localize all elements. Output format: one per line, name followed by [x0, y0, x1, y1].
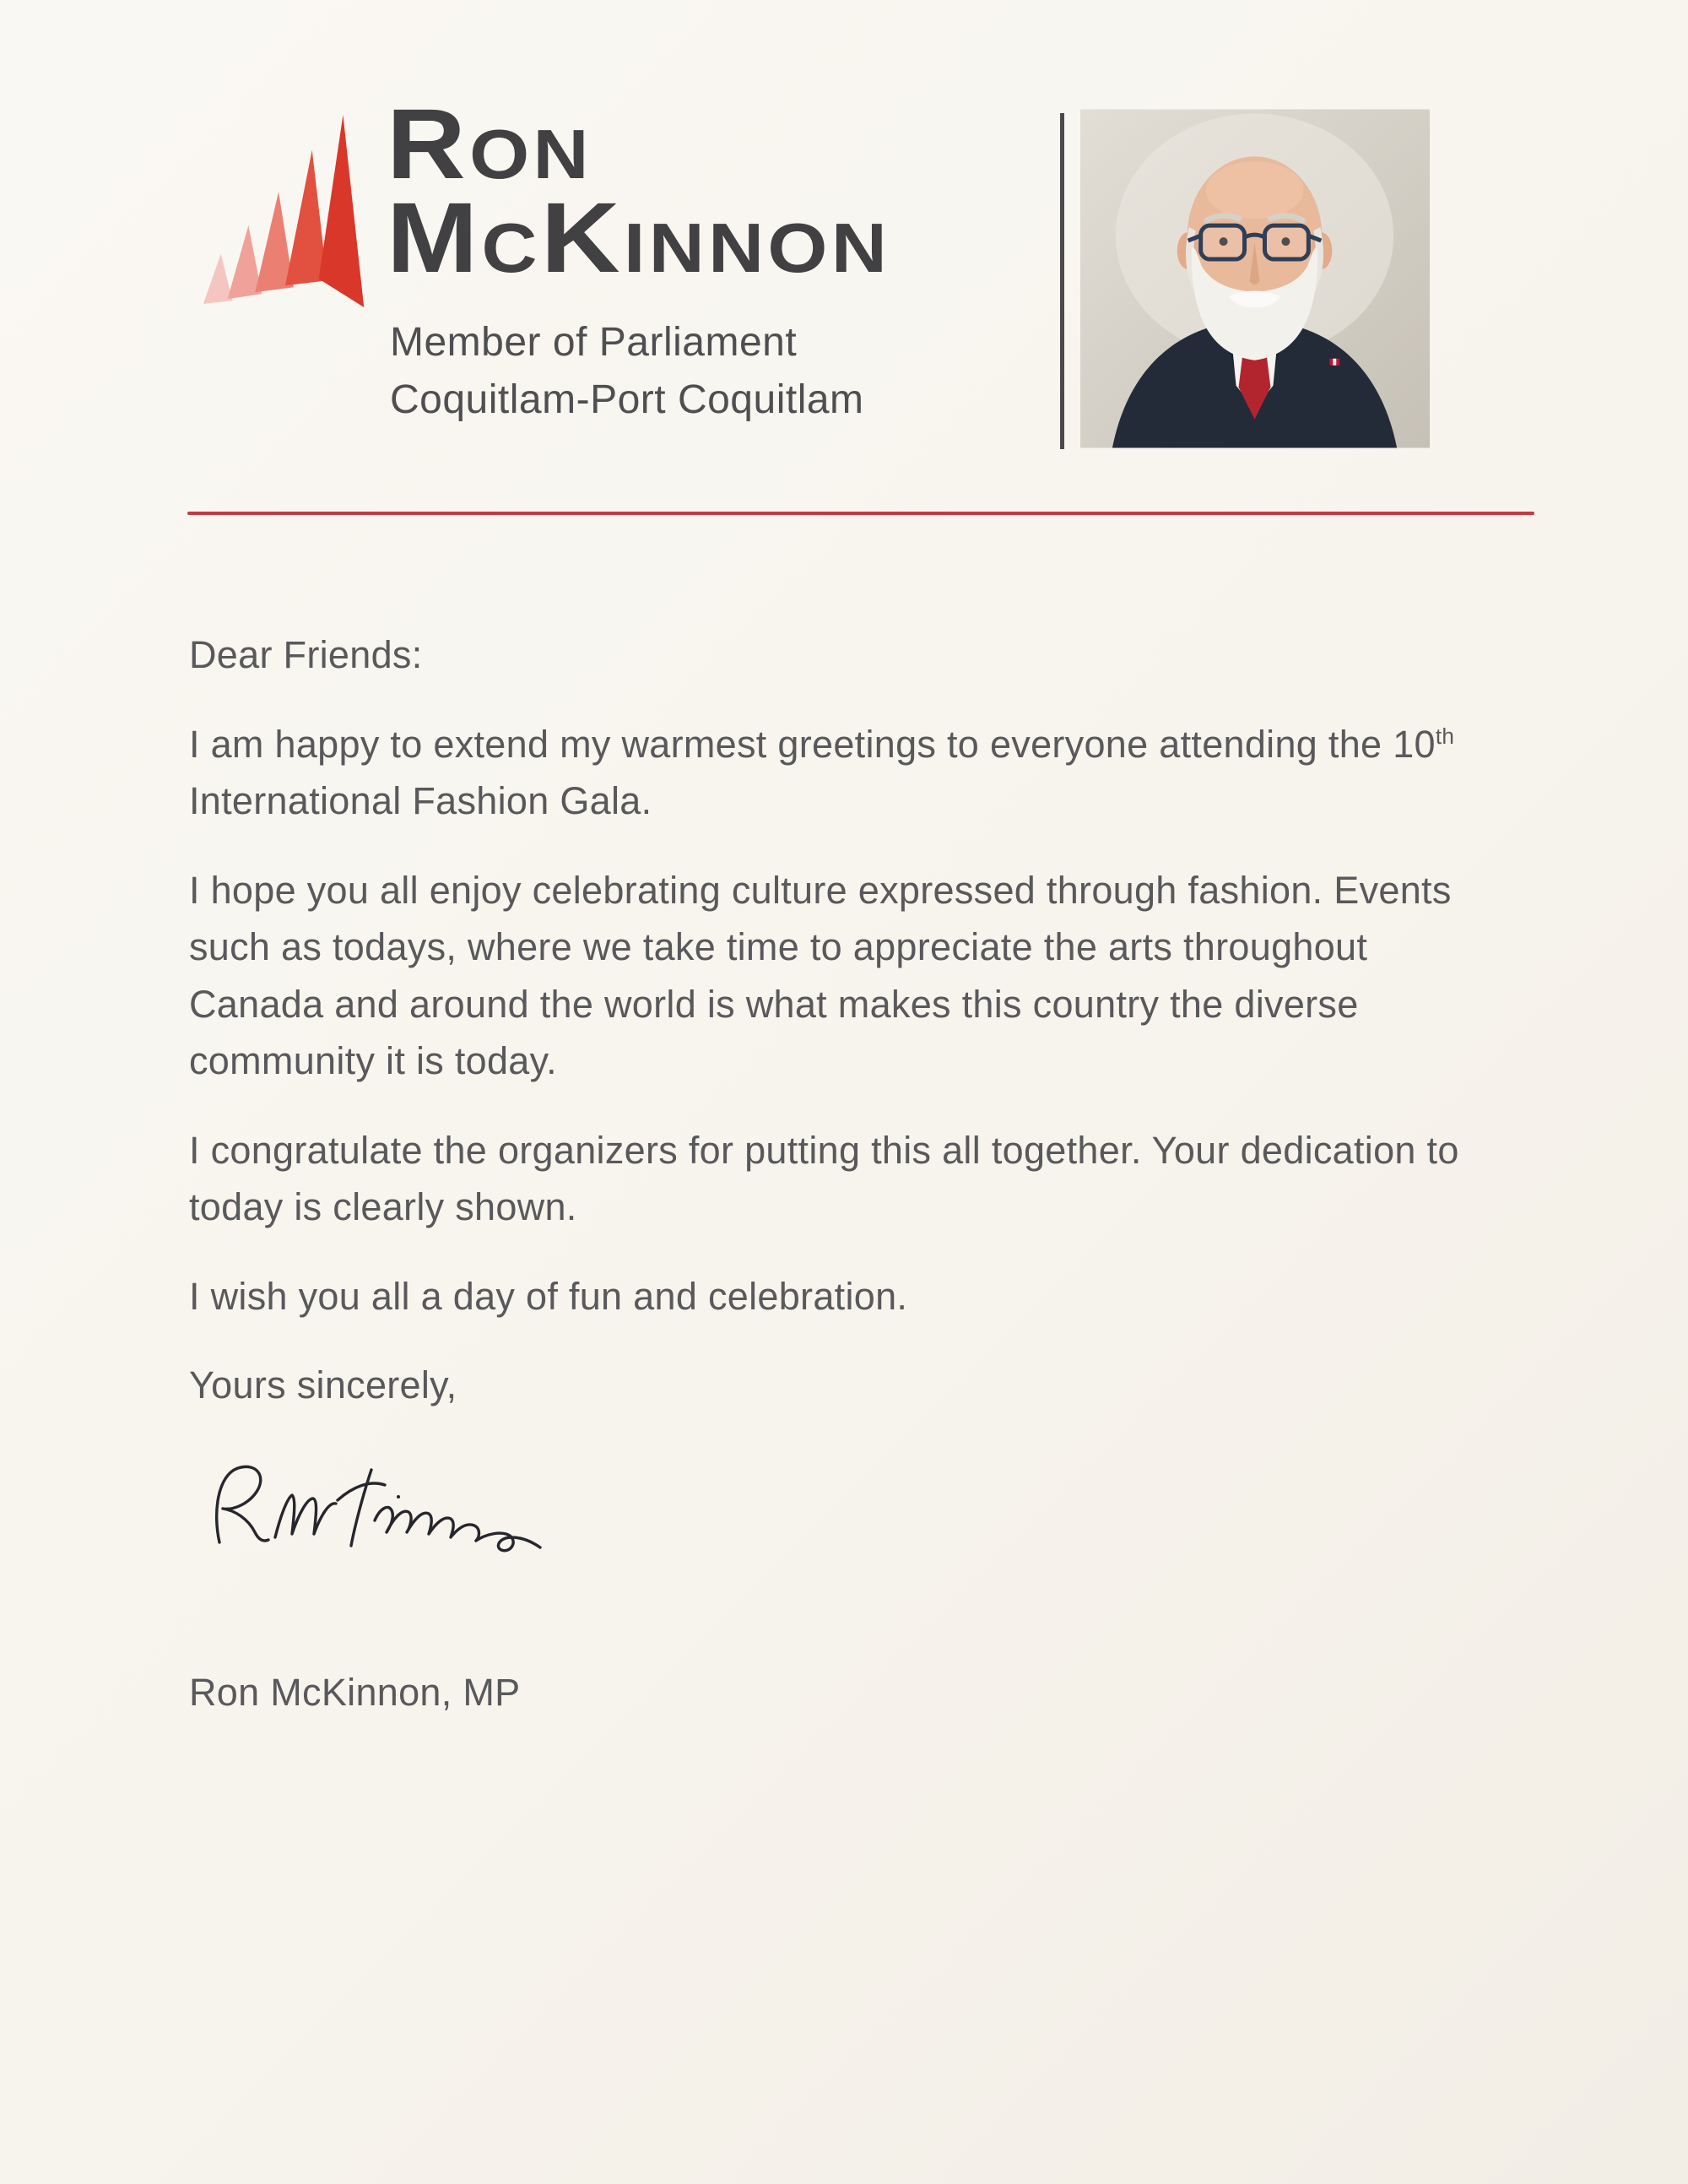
mp-portrait-photo	[1080, 108, 1430, 449]
mp-riding: Coquitlam-Port Coquitlam	[390, 377, 864, 423]
ordinal-superscript: th	[1435, 723, 1455, 749]
paragraph-greeting	[189, 716, 1472, 830]
paragraph-greeting-tail: International Fashion Gala.	[189, 779, 652, 822]
signature-name: Ron McKinnon, MP	[189, 1670, 521, 1714]
paragraph-greeting-text: I am happy to extend my warmest greetings to everyone attending the 10	[189, 722, 1436, 766]
mp-titles	[390, 314, 864, 429]
mp-role: Member of Parliament	[390, 320, 798, 365]
paragraph-wish: I wish you all a day of fun and celebration.	[189, 1274, 908, 1318]
salutation: Dear Friends:	[189, 633, 423, 676]
mp-name-block	[387, 89, 891, 294]
maple-leaf-logo-icon	[197, 115, 376, 309]
signature-image	[194, 1446, 565, 1590]
mp-last-name: McKinnon	[387, 182, 891, 294]
letterhead-divider	[1060, 113, 1064, 449]
letter-body	[189, 626, 1472, 1753]
closing: Yours sincerely,	[189, 1363, 457, 1406]
paragraph-culture: I hope you all enjoy celebrating culture expressed through fashion. Events such as todays, where we take time to appreciate the arts throughout Canada and around the world is what makes this country the diverse community it is today.	[189, 868, 1452, 1082]
letterhead-rule	[187, 512, 1534, 515]
mp-first-name: Ron	[387, 89, 592, 200]
paragraph-congratulations: I congratulate the organizers for putting this all together. Your dedication to today is clearly shown.	[189, 1128, 1459, 1228]
